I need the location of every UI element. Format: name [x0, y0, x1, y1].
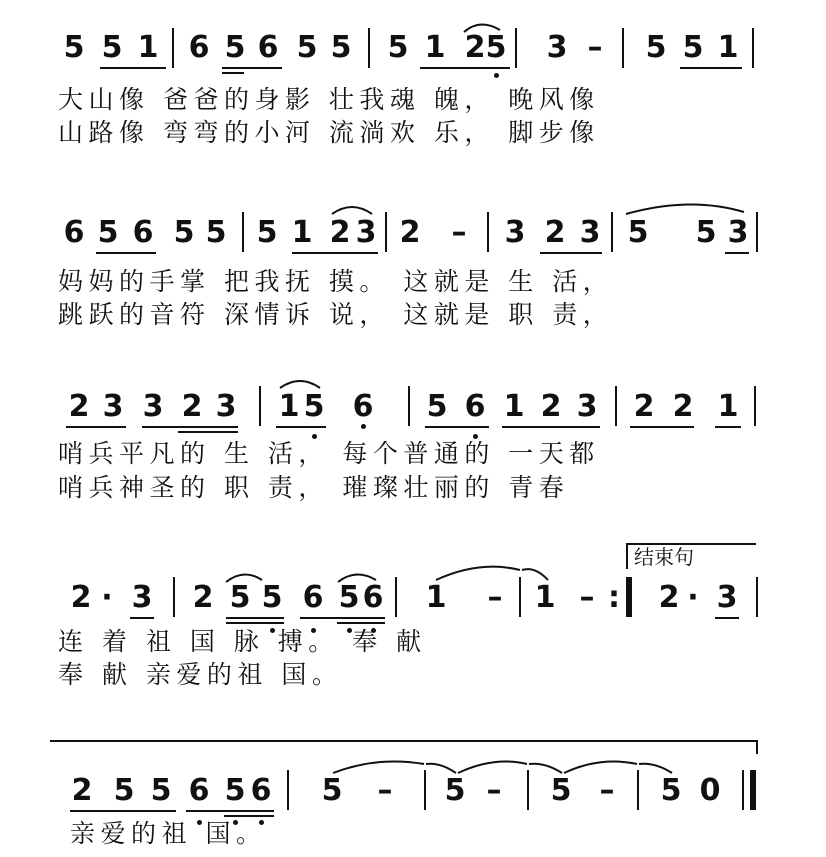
note: 2 [399, 215, 421, 250]
slur [338, 574, 376, 582]
note: 2 [68, 389, 90, 424]
note: 1 [278, 389, 300, 424]
note: 1 [425, 580, 447, 615]
note: 3 [102, 389, 124, 424]
note: 2 [192, 580, 214, 615]
note: 5 [150, 773, 172, 808]
note: 5 [682, 30, 704, 65]
tie [564, 761, 637, 773]
tie [639, 764, 672, 773]
note: 1 [424, 30, 446, 65]
note: 5 [627, 215, 649, 250]
note: 5 [695, 215, 717, 250]
note: 5 [303, 389, 325, 424]
note: 2 [544, 215, 566, 250]
note: 3 [504, 215, 526, 250]
note: 5 [261, 580, 283, 615]
note: 2 [181, 389, 203, 424]
note: 5 [205, 215, 227, 250]
note: 3 [131, 580, 153, 615]
note: 5 [224, 773, 246, 808]
note: 5 [256, 215, 278, 250]
slur [280, 381, 320, 388]
note: 3 [727, 215, 749, 250]
note: 1 [717, 30, 739, 65]
note: 3 [215, 389, 237, 424]
note: 6 [132, 215, 154, 250]
lyric-verse-1: 大山像 爸爸的身影 壮我魂 魄， 晚风像 [58, 85, 600, 114]
note: – [451, 215, 467, 250]
note: 2 [464, 30, 486, 65]
tie [458, 761, 527, 773]
note: 5 [660, 773, 682, 808]
slur [332, 207, 372, 214]
note: 3 [716, 580, 738, 615]
note: 3 [576, 389, 598, 424]
slur [464, 24, 500, 32]
note: 3 [142, 389, 164, 424]
lyric-verse-2: 哨兵神圣的 职 责， 璀璨壮丽的 青春 [58, 473, 570, 502]
note: · [687, 580, 699, 615]
lyric-verse-2: 奉 献 亲爱的祖 国。 [58, 660, 343, 689]
note: 5 [550, 773, 572, 808]
slur [226, 574, 262, 582]
note: 5 [113, 773, 135, 808]
note: 6 [188, 30, 210, 65]
note: 5 [224, 30, 246, 65]
note: 6 [362, 580, 384, 615]
lyric-verse-1: 亲爱的祖 国。 [70, 819, 267, 848]
note: – [599, 773, 615, 808]
tie [333, 761, 424, 773]
lyric-verse-2: 山路像 弯弯的小河 流淌欢 乐， 脚步像 [58, 118, 600, 147]
note: 5 [330, 30, 352, 65]
note: 1 [291, 215, 313, 250]
note: 2 [658, 580, 680, 615]
note: 2 [540, 389, 562, 424]
lyric-verse-1: 妈妈的手掌 把我抚 摸。 这就是 生 活， [58, 267, 614, 296]
note: 6 [188, 773, 210, 808]
note: – [579, 580, 595, 615]
note: 5 [101, 30, 123, 65]
tie [529, 764, 562, 773]
note: 6 [63, 215, 85, 250]
note: 1 [137, 30, 159, 65]
lyric-verse-1: 连 着 祖 国 脉 搏。 奉 献 [58, 627, 427, 656]
note: 5 [296, 30, 318, 65]
tie [426, 764, 456, 773]
lyric-verse-1: 哨兵平凡的 生 活， 每个普通的 一天都 [58, 439, 600, 468]
note: 1 [717, 389, 739, 424]
note: 2 [329, 215, 351, 250]
note: 5 [173, 215, 195, 250]
tie [436, 567, 520, 580]
note: 2 [633, 389, 655, 424]
note: – [587, 30, 603, 65]
lyric-verse-2: 跳跃的音符 深情诉 说， 这就是 职 责， [58, 300, 614, 329]
note: 1 [534, 580, 556, 615]
note: 2 [71, 773, 93, 808]
note: 5 [426, 389, 448, 424]
note: 5 [229, 580, 251, 615]
note: 3 [355, 215, 377, 250]
note: – [377, 773, 393, 808]
note: 5 [63, 30, 85, 65]
note: 6 [464, 389, 486, 424]
note: 6 [257, 30, 279, 65]
note: 5 [444, 773, 466, 808]
note: 5 [338, 580, 360, 615]
note: · [101, 580, 113, 615]
note: 5 [645, 30, 667, 65]
note: 5 [97, 215, 119, 250]
note: 3 [546, 30, 568, 65]
note: 1 [503, 389, 525, 424]
note: 5 [321, 773, 343, 808]
note: 5 [485, 30, 507, 65]
note: 6 [302, 580, 324, 615]
slur [626, 204, 744, 214]
note: 2 [672, 389, 694, 424]
note: 6 [352, 389, 374, 424]
note: 3 [579, 215, 601, 250]
note: 0 [699, 773, 721, 808]
repeat-sign: : [608, 580, 620, 615]
note: – [487, 580, 503, 615]
ending-label: 结束句 [634, 545, 694, 569]
note: 2 [70, 580, 92, 615]
note: – [486, 773, 502, 808]
tie [522, 569, 548, 580]
note: 6 [250, 773, 272, 808]
note: 5 [387, 30, 409, 65]
